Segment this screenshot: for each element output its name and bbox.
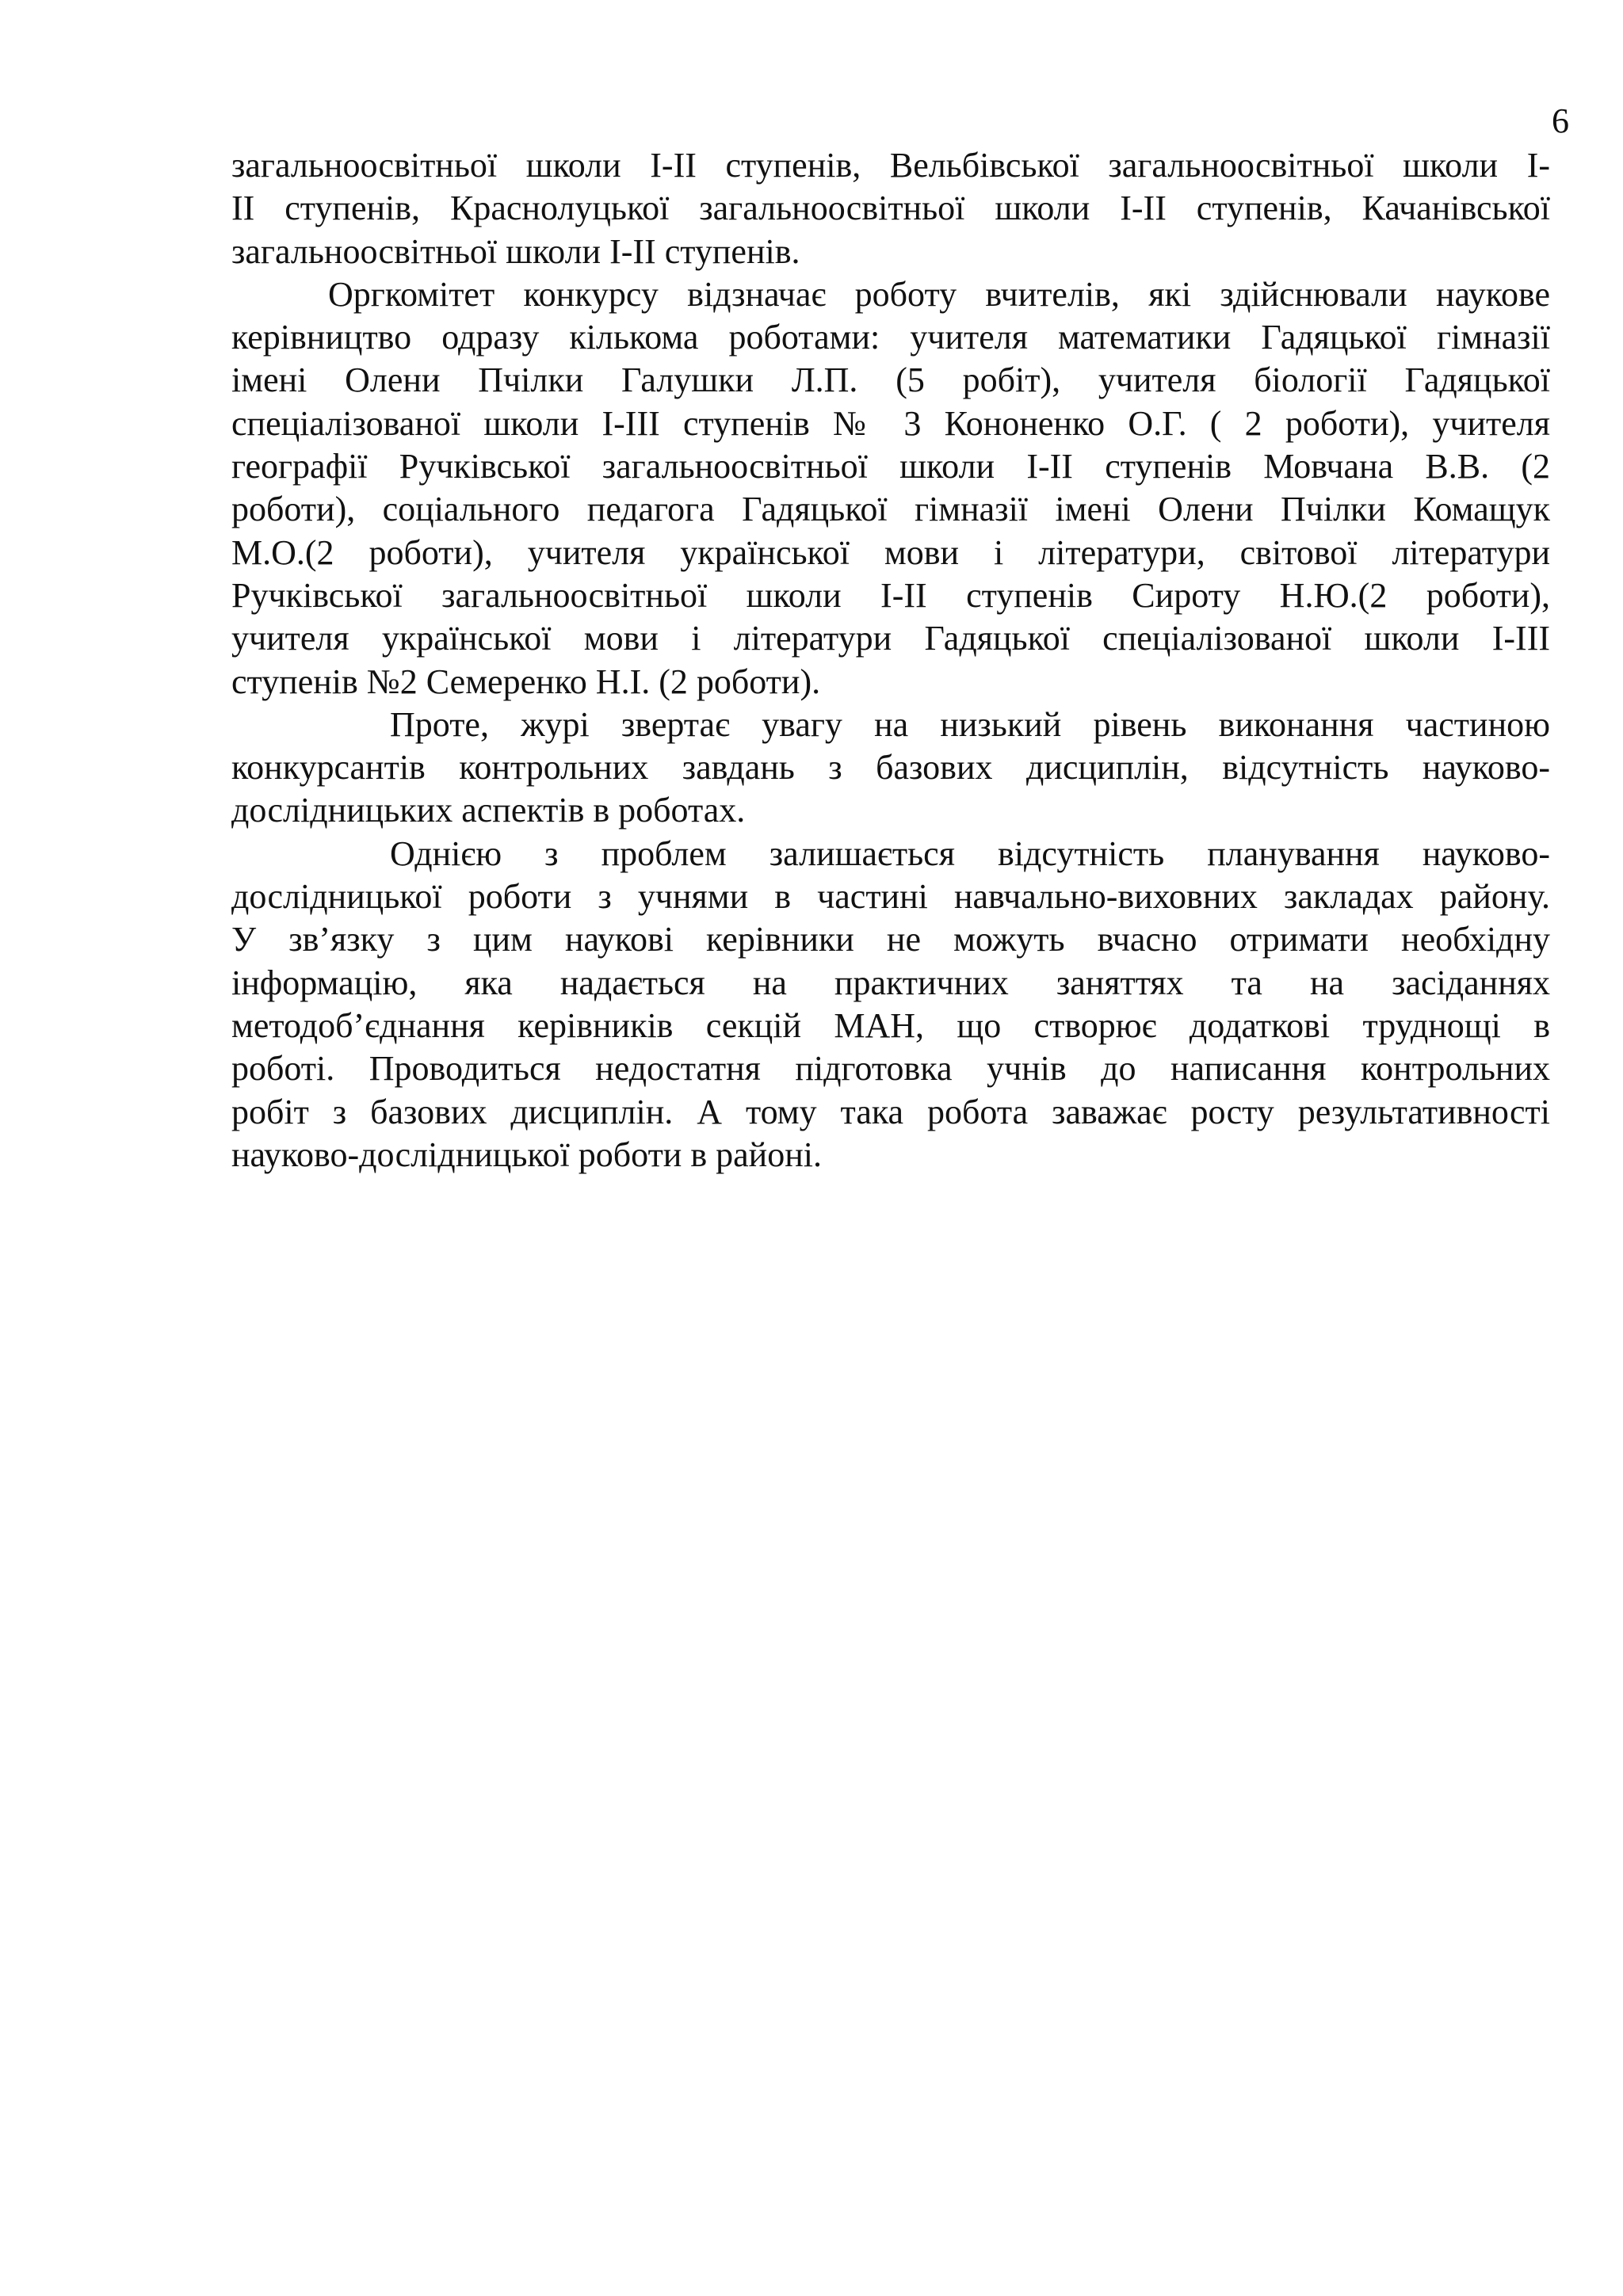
text-line: географії Ручківської загальноосвітньої школи І-ІІ ступенів Мовчана В.В. (2 [231,447,1550,486]
text-line: Проте, журі звертає увагу на низький рівень виконання частиною [390,704,1550,744]
text-line: Однією з проблем залишається відсутність планування науково- [390,833,1550,873]
paragraph [231,144,1550,273]
text-line: інформацію, яка надається на практичних заняттях та на засіданнях [231,963,1550,1002]
page-number: 6 [1552,101,1569,140]
text-line: У зв’язку з цим наукові керівники не можуть вчасно отримати необхідну [231,920,1550,959]
text-line: роботи), соціального педагога Гадяцької гімназії імені Олени Пчілки Комащук [231,490,1550,529]
text-line: ступенів №2 Семеренко Н.І. (2 роботи). [231,662,821,701]
paragraph [231,273,1550,704]
text-line: дослідницької роботи з учнями в частині навчально-виховних закладах району. [231,877,1550,917]
text-line: спеціалізованої школи І-ІІІ ступенів № 3 Кононенко О.Г. ( 2 роботи), учителя [231,403,1550,443]
text-line: роботі. Проводиться недостатня підготовка учнів до написання контрольних [231,1049,1550,1089]
paragraph [231,704,1550,833]
text-line: загальноосвітньої школи І-ІІ ступенів. [231,231,800,271]
text-line: імені Олени Пчілки Галушки Л.П. (5 робіт), учителя біології Гадяцької [231,360,1550,400]
text-line: дослідницьких аспектів в роботах. [231,791,746,830]
text-line: науково-дослідницької роботи в районі. [231,1135,822,1174]
text-line: загальноосвітньої школи І-ІІ ступенів, Вельбівської загальноосвітньої школи І- [231,146,1550,185]
text-line: методоб’єднання керівників секцій МАН, що створює додаткові труднощі в [231,1005,1550,1045]
text-line: Ручківської загальноосвітньої школи І-ІІ ступенів Сироту Н.Ю.(2 роботи), [231,575,1550,615]
text-line: ІІ ступенів, Краснолуцької загальноосвітньої школи І-ІІ ступенів, Качанівської [231,189,1550,228]
document-body [231,144,1550,1177]
text-line: конкурсантів контрольних завдань з базових дисциплін, відсутність науково- [231,748,1550,788]
text-line: учителя української мови і літератури Гадяцької спеціалізованої школи І-ІІІ [231,619,1550,658]
text-line: Оргкомітет конкурсу відзначає роботу вчителів, які здійснювали наукове [328,274,1550,314]
text-line: робіт з базових дисциплін. А тому така робота заважає росту результативності [231,1092,1550,1131]
text-line: керівництво одразу кількома роботами: учителя математики Гадяцької гімназії [231,318,1550,357]
text-line: М.О.(2 роботи), учителя української мови і літератури, світової літератури [231,532,1550,572]
paragraph [231,833,1550,1177]
